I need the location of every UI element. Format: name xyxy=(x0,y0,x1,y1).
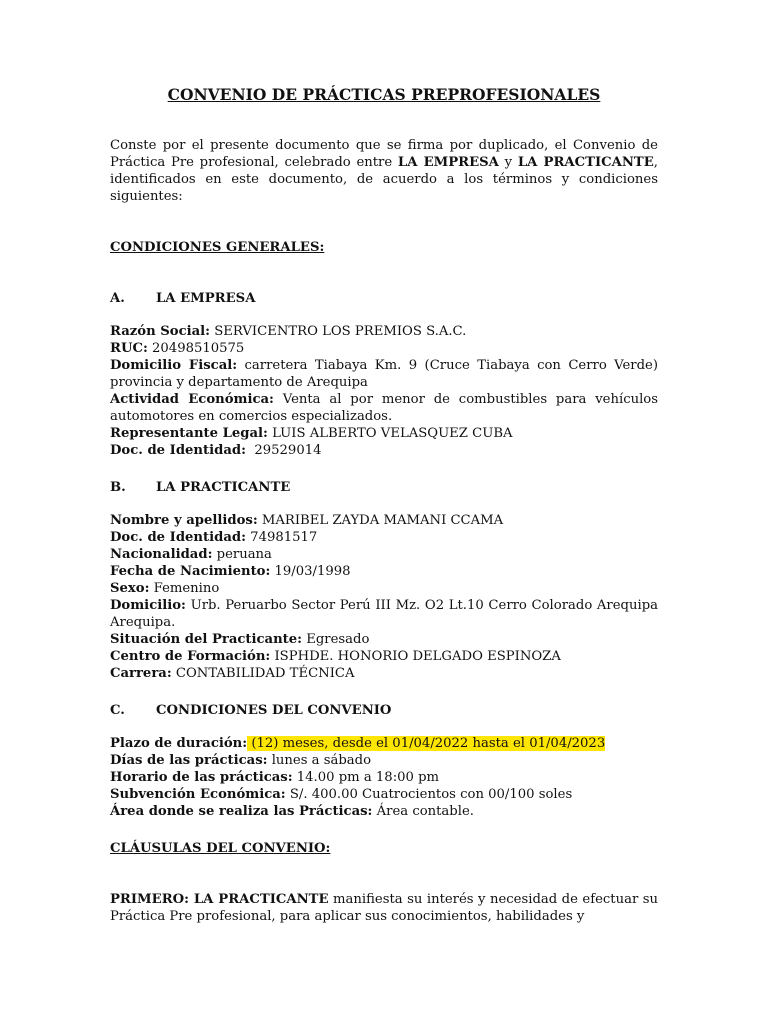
field-row xyxy=(110,597,658,631)
section-b-letter: B. xyxy=(110,480,126,495)
field-row xyxy=(110,786,658,803)
section-b-fields xyxy=(110,512,658,682)
intro-text-3: , identificados en este documento, de acuerdo a los términos y condiciones siguientes: xyxy=(110,155,658,204)
section-c-letter: C. xyxy=(110,703,125,718)
field-row xyxy=(110,323,658,340)
field-label: Días de las prácticas: xyxy=(110,753,268,768)
field-label: Domicilio Fiscal: xyxy=(110,358,238,373)
duration-label: Plazo de duración: xyxy=(110,736,248,751)
field-value: lunes a sábado xyxy=(267,753,372,768)
field-value: peruana xyxy=(212,547,272,562)
field-row xyxy=(110,442,658,459)
field-value: carretera Tiabaya Km. 9 (Cruce Tiabaya con Cerro Verde) provincia y departamento de Arequipa xyxy=(110,358,658,390)
section-a-heading xyxy=(110,290,658,307)
field-value: ISPHDE. HONORIO DELGADO ESPINOZA xyxy=(270,649,561,664)
first-clause-text: manifiesta su interés y necesidad de efectuar su Práctica Pre profesional, para aplicar sus conocimientos, habilidades y xyxy=(110,892,658,924)
intro-paragraph xyxy=(110,137,658,205)
general-conditions-heading: CONDICIONES GENERALES: xyxy=(110,240,325,255)
field-value: SERVICENTRO LOS PREMIOS S.A.C. xyxy=(210,324,467,339)
field-row xyxy=(110,357,658,391)
field-value: MARIBEL ZAYDA MAMANI CCAMA xyxy=(257,513,504,528)
intro-text-2: y xyxy=(498,155,518,170)
section-b-heading xyxy=(110,479,658,496)
field-value: Egresado xyxy=(302,632,370,647)
duration-value-highlighted: (12) meses, desde el 01/04/2022 hasta el 01/04/2023 xyxy=(247,736,606,751)
field-value: 20498510575 xyxy=(147,341,245,356)
field-row xyxy=(110,631,658,648)
field-label: Actividad Económica: xyxy=(110,392,274,407)
field-row xyxy=(110,648,658,665)
field-label: Fecha de Nacimiento: xyxy=(110,564,271,579)
field-label: Horario de las prácticas: xyxy=(110,770,293,785)
field-row xyxy=(110,391,658,425)
intro-bold-practicante: LA PRACTICANTE xyxy=(517,155,654,170)
field-value: Área contable. xyxy=(372,804,474,819)
field-value: Venta al por menor de combustibles para vehículos automotores en comercios especializados. xyxy=(110,392,659,424)
intro-bold-empresa: LA EMPRESA xyxy=(397,155,499,170)
field-label: Situación del Practicante: xyxy=(110,632,303,647)
section-a-fields xyxy=(110,323,658,459)
document-title: CONVENIO DE PRÁCTICAS PREPROFESIONALES xyxy=(167,85,601,104)
field-label: Área donde se realiza las Prácticas: xyxy=(110,804,373,819)
field-label: Nombre y apellidos: xyxy=(110,513,258,528)
field-label: Nacionalidad: xyxy=(110,547,213,562)
field-row xyxy=(110,803,658,820)
field-row xyxy=(110,340,658,357)
intro-text-1: Conste por el presente documento que se firma por duplicado, el Convenio de Práctica Pre profesional, celebrado entre xyxy=(110,138,658,170)
field-value: LUIS ALBERTO VELASQUEZ CUBA xyxy=(267,426,513,441)
field-value: 29529014 xyxy=(245,443,322,458)
first-clause-paragraph xyxy=(110,891,658,925)
field-value: 14.00 pm a 18:00 pm xyxy=(292,770,440,785)
section-a-title: LA EMPRESA xyxy=(156,291,256,306)
field-row xyxy=(110,546,658,563)
section-a-letter: A. xyxy=(110,291,125,306)
field-label: Doc. de Identidad: xyxy=(110,443,246,458)
field-row xyxy=(110,529,658,546)
field-row xyxy=(110,665,658,682)
field-row xyxy=(110,425,658,442)
field-value: S/. 400.00 Cuatrocientos con 00/100 soles xyxy=(285,787,573,802)
field-label: Razón Social: xyxy=(110,324,211,339)
field-value: CONTABILIDAD TÉCNICA xyxy=(171,666,355,681)
field-label: RUC: xyxy=(110,341,148,356)
field-value: Femenino xyxy=(149,581,220,596)
clauses-heading: CLÁUSULAS DEL CONVENIO: xyxy=(110,841,331,856)
field-value: 19/03/1998 xyxy=(270,564,351,579)
field-label: Representante Legal: xyxy=(110,426,268,441)
field-label: Carrera: xyxy=(110,666,172,681)
field-label: Domicilio: xyxy=(110,598,186,613)
section-c-title: CONDICIONES DEL CONVENIO xyxy=(156,703,392,718)
first-clause-label: PRIMERO: LA PRACTICANTE xyxy=(110,892,329,907)
field-value: 74981517 xyxy=(245,530,318,545)
field-label: Subvención Económica: xyxy=(110,787,286,802)
section-b-title: LA PRACTICANTE xyxy=(156,480,291,495)
section-c-heading xyxy=(110,702,658,719)
field-label: Centro de Formación: xyxy=(110,649,271,664)
field-label: Sexo: xyxy=(110,581,150,596)
field-value: Urb. Peruarbo Sector Perú III Mz. O2 Lt.10 Cerro Colorado Arequipa Arequipa. xyxy=(110,598,658,630)
field-row xyxy=(110,580,658,597)
field-row xyxy=(110,752,658,769)
field-label: Doc. de Identidad: xyxy=(110,530,246,545)
field-row xyxy=(110,769,658,786)
field-row xyxy=(110,512,658,529)
section-c-fields xyxy=(110,735,658,820)
field-row xyxy=(110,563,658,580)
duration-row xyxy=(110,735,658,752)
